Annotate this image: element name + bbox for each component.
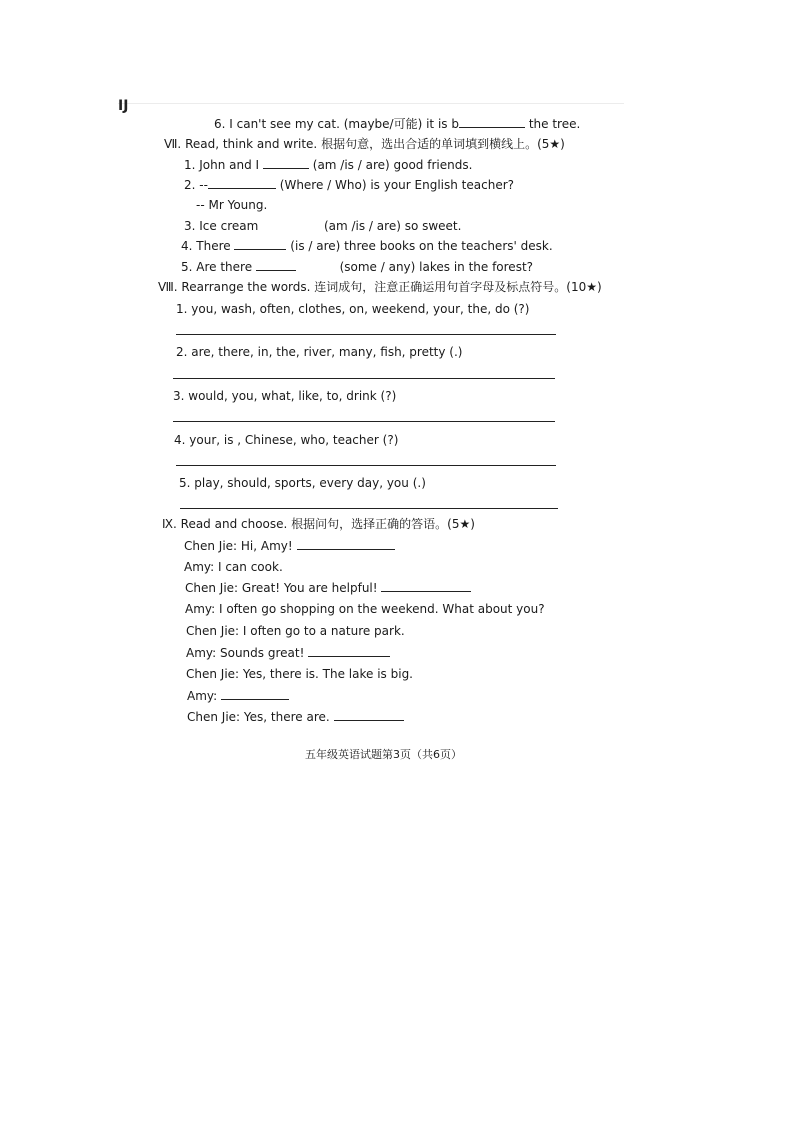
- s7-q3-text-a: 3. Ice cream: [184, 219, 259, 233]
- s8-item-1: 1. you, wash, often, clothes, on, weekend, your, the, do (?): [176, 302, 530, 316]
- q6-text-3: the tree.: [528, 117, 581, 131]
- s7-q5: [181, 259, 533, 275]
- s8-item-5: 5. play, should, sports, every day, you (.): [179, 476, 426, 490]
- s9-dialogue-4: Amy: I often go shopping on the weekend. What about you?: [185, 602, 545, 616]
- s9-dialogue-7: Chen Jie: Yes, there is. The lake is big.: [186, 667, 413, 681]
- s7-q5-text-a: 5. Are there: [181, 260, 253, 274]
- s9-blank-4[interactable]: [221, 688, 289, 700]
- s9-dialogue-5: Chen Jie: I often go to a nature park.: [186, 624, 405, 638]
- s7-q3: [184, 218, 461, 234]
- q6-text-1: 6. I can't see my cat.: [214, 117, 340, 131]
- s7-q1: [184, 157, 472, 173]
- s7-q1-text-b: (am /is / are) good friends.: [312, 158, 473, 172]
- s9-line-9: Chen Jie: Yes, there are.: [187, 710, 330, 724]
- s9-dialogue-3: [185, 580, 471, 596]
- s8-item-4: 4. your, is , Chinese, who, teacher (?): [174, 433, 399, 447]
- s9-dialogue-8: [187, 688, 289, 704]
- section-7-title: Ⅶ. Read, think and write.: [164, 137, 318, 151]
- s7-q4: [181, 238, 553, 254]
- s7-q5-text-b: (some / any) lakes in the forest?: [339, 260, 534, 274]
- section-9-instruction: 根据问句，选择正确的答语。(5★): [291, 517, 475, 531]
- s9-line-3: Chen Jie: Great! You are helpful!: [185, 581, 378, 595]
- scan-edge-line: [118, 103, 624, 104]
- s7-q4-text-b: (is / are) three books on the teachers' desk.: [290, 239, 553, 253]
- s7-q4-blank[interactable]: [234, 238, 286, 250]
- s7-q1-blank[interactable]: [263, 157, 309, 169]
- q6-text-2: (maybe/可能) it is b: [343, 117, 459, 131]
- s9-blank-1[interactable]: [297, 538, 395, 550]
- s9-line-6: Amy: Sounds great!: [186, 646, 305, 660]
- section-9-title: Ⅸ. Read and choose.: [162, 517, 288, 531]
- s9-dialogue-2: Amy: I can cook.: [184, 560, 283, 574]
- section-8-instruction: 连词成句，注意正确运用句首字母及标点符号。(10★): [314, 280, 602, 294]
- section-9-heading: [162, 516, 475, 532]
- s7-q4-text-a: 4. There: [181, 239, 231, 253]
- s9-line-1: Chen Jie: Hi, Amy!: [184, 539, 293, 553]
- section-8-heading: [158, 279, 602, 295]
- s9-blank-2[interactable]: [381, 580, 471, 592]
- s8-item-2: 2. are, there, in, the, river, many, fish, pretty (.): [176, 345, 463, 359]
- s8-answer-line-3[interactable]: [173, 421, 555, 422]
- s7-q2-text-b: (Where / Who) is your English teacher?: [279, 178, 515, 192]
- s8-answer-line-4[interactable]: [176, 465, 556, 466]
- s7-q3-text-b: (am /is / are) so sweet.: [323, 219, 462, 233]
- s7-q2-blank[interactable]: [208, 177, 276, 189]
- s7-q2: [184, 177, 514, 193]
- s9-dialogue-6: [186, 645, 390, 661]
- s8-answer-line-5[interactable]: [180, 508, 558, 509]
- s9-line-8: Amy:: [187, 689, 218, 703]
- s8-item-3: 3. would, you, what, like, to, drink (?): [173, 389, 397, 403]
- s9-dialogue-1: [184, 538, 395, 554]
- s7-q2-text-a: 2. --: [184, 178, 208, 192]
- s9-dialogue-9: [187, 709, 404, 725]
- section-7-instruction: 根据句意，选出合适的单词填到横线上。(5★): [321, 137, 565, 151]
- s7-q2-reply: -- Mr Young.: [196, 198, 268, 212]
- section-8-title: Ⅷ. Rearrange the words.: [158, 280, 311, 294]
- q6-line: [214, 116, 580, 132]
- s8-answer-line-2[interactable]: [173, 378, 555, 379]
- corner-mark: IJ: [118, 98, 129, 114]
- s9-blank-5[interactable]: [334, 709, 404, 721]
- q6-blank[interactable]: [459, 116, 525, 128]
- s9-blank-3[interactable]: [308, 645, 390, 657]
- s7-q1-text-a: 1. John and I: [184, 158, 260, 172]
- section-7-heading: [164, 136, 565, 152]
- s7-q5-blank[interactable]: [256, 259, 296, 271]
- s8-answer-line-1[interactable]: [176, 334, 556, 335]
- page-footer: 五年级英语试题第3页（共6页）: [305, 748, 462, 761]
